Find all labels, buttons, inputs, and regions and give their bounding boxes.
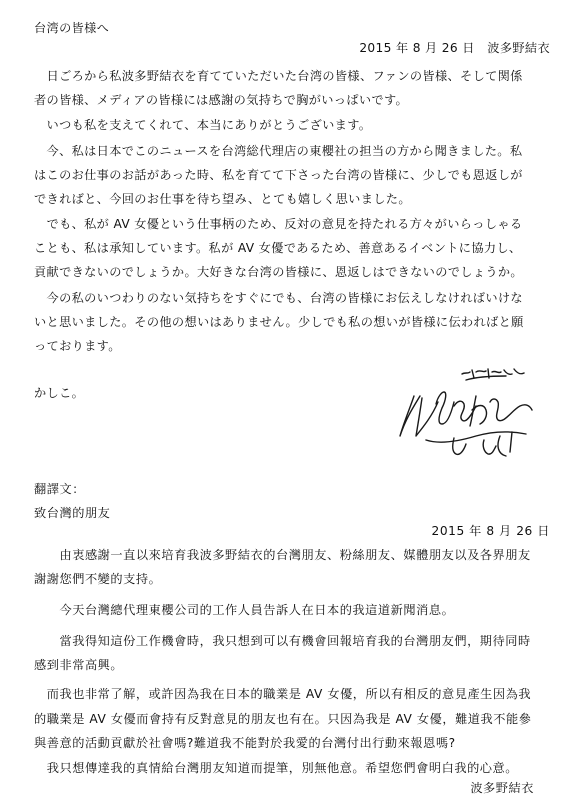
handwritten-signature [392, 366, 552, 466]
zh-body-line: 今天台灣總代理東櫻公司的工作人員告訴人在日本的我這道新聞消息。 [34, 603, 455, 617]
zh-body-line: 謝謝您們不變的支持。 [34, 572, 162, 586]
jp-body-line: いと思いました。その他の想いはありません。少しでも私の想いが皆様に伝わればと願 [34, 315, 524, 329]
jp-body-line: できればと、今回のお仕事を待ち望み、とても嬉しく思いました。 [34, 192, 411, 206]
zh-body-line: 的職業是 AV 女優而會持有反對意見的朋友也有在。只因為我是 AV 女優，難道我不能參 [34, 712, 532, 726]
zh-body-line: 與善意的活動貢獻於社會嗎?難道我不能對於我愛的台灣付出行動來報恩嗎? [34, 736, 456, 750]
jp-body-line: 貢献できないのでしょうか。大好きな台湾の皆様に、恩返しはできないのでしょうか。 [34, 265, 523, 279]
zh-author: 波多野結衣 [470, 781, 534, 795]
jp-body-line: でも、私が AV 女優という仕事柄のため、反対の意見を持たれる方々がいらっしゃる [34, 217, 523, 231]
zh-salutation: 致台灣的朋友 [34, 506, 111, 520]
zh-date: 2015 年 8 月 26 日 [431, 524, 550, 538]
jp-body-line: っております。 [34, 339, 121, 353]
zh-body-line: 而我也非常了解，或許因為我在日本的職業是 AV 女優，所以有相反的意見產生因為我 [34, 687, 532, 701]
jp-body-line: 今の私のいつわりのない気持ちをすぐにでも、台湾の皆様にお伝えしなければいけな [34, 291, 523, 305]
zh-heading: 翻譯文： [34, 482, 85, 496]
jp-date-author: 2015 年 8 月 26 日 波多野結衣 [359, 41, 550, 55]
zh-body-line: 感到非常高興。 [34, 658, 124, 672]
jp-body-line: ことも、私は承知しています。私が AV 女優であるため、善意あるイベントに協力し、 [34, 241, 522, 255]
jp-body-line: 者の皆様、メディアの皆様には感謝の気持ちで胸がいっぱいです。 [34, 93, 409, 107]
jp-body-line: 日ごろから私波多野結衣を育てていただいた台湾の皆様、ファンの皆様、そして関係 [34, 69, 523, 83]
zh-body-line: 由衷感謝一直以來培育我波多野結衣的台灣朋友、粉絲朋友、媒體朋友以及各界朋友 [34, 548, 531, 562]
jp-body-line: 今、私は日本でこのニュースを台湾総代理店の東櫻社の担当の方から聞きました。私 [34, 144, 523, 158]
jp-body-line: はこのお仕事のお話があった時、私を育てて下さった台湾の皆様に、少しでも恩返しが [34, 168, 523, 182]
jp-closing: かしこ。 [34, 386, 85, 400]
jp-body-line: いつも私を支えてくれて、本当にありがとうございます。 [34, 118, 372, 132]
zh-body-line: 我只想傳達我的真情給台灣朋友知道而提筆，別無他意。希望您們會明白我的心意。 [34, 761, 519, 775]
jp-salutation: 台湾の皆様へ [34, 21, 110, 35]
zh-body-line: 當我得知這份工作機會時，我只想到可以有機會回報培育我的台灣朋友們，期待同時 [34, 634, 531, 648]
